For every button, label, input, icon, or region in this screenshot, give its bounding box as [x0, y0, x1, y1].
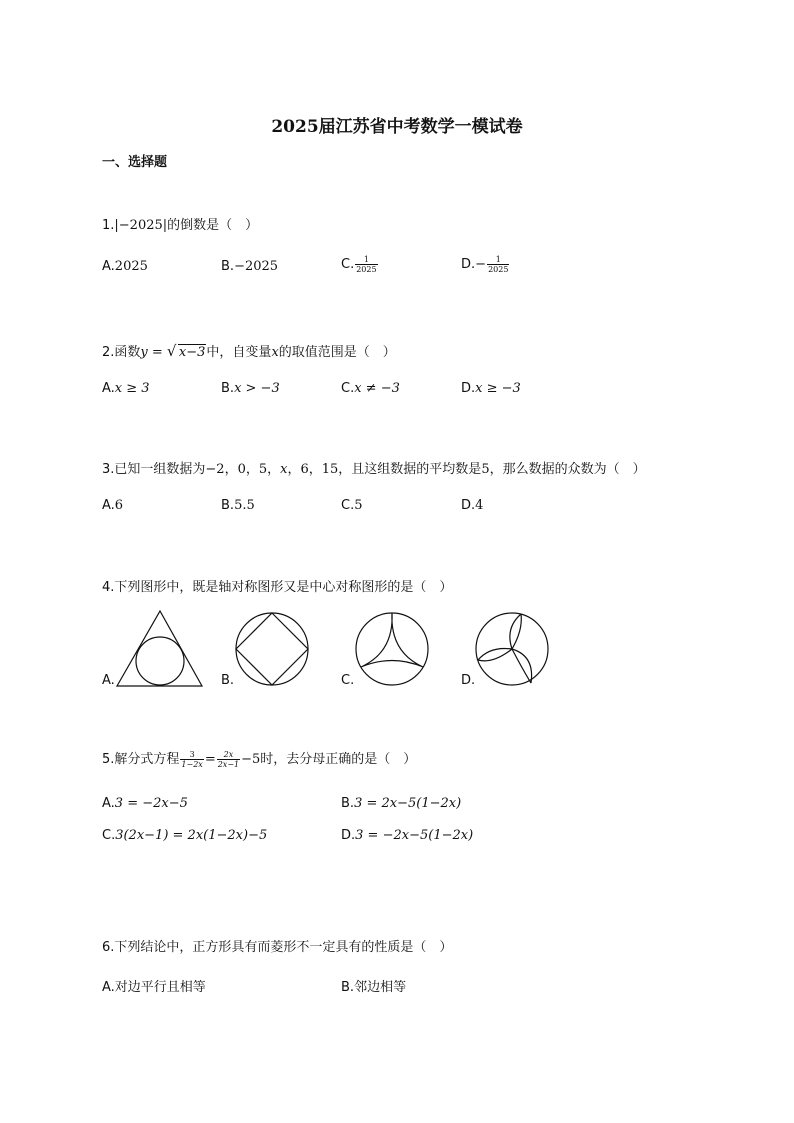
fraction: $\frac{3}{1-2x}$ — [181, 750, 203, 769]
option-letter: C. — [102, 828, 116, 843]
q1-option-c[interactable] — [341, 255, 379, 274]
q1-option-a[interactable] — [102, 259, 148, 274]
option-letter: C. — [341, 498, 355, 513]
q2-variable: x — [271, 345, 279, 360]
question-6-stem: 6.下列结论中，正方形具有而菱形不一定具有的性质是（ ） — [102, 940, 453, 955]
option-letter: B. — [221, 381, 235, 396]
q3-end: ，那么数据的众数为（ ） — [489, 462, 646, 477]
option-letter: D. — [461, 257, 476, 272]
question-3-stem — [102, 458, 646, 477]
option-value: 3 = −2x−5 — [114, 796, 188, 811]
q2-option-a[interactable] — [102, 381, 150, 396]
option-value: 6 — [114, 498, 124, 513]
question-5-stem — [102, 748, 416, 769]
option-letter: D. — [461, 498, 476, 513]
option-value: 3 = −2x−5(1−2x) — [355, 828, 474, 843]
question-4-stem: 4.下列图形中，既是轴对称图形又是中心对称图形的是（ ） — [102, 580, 453, 595]
option-letter: B. — [341, 980, 355, 995]
q5-prefix: 5.解分式方程 — [102, 752, 180, 767]
q3-x: x — [280, 462, 288, 477]
fraction: $\frac{1}{2025}$ — [488, 255, 509, 274]
q3-mean: 5 — [481, 462, 490, 477]
option-value: 3 = 2x−5(1−2x) — [354, 796, 462, 811]
option-value: 对边平行且相等 — [114, 980, 206, 995]
option-letter: D. — [461, 381, 476, 396]
q2-end: 的取值范围是（ ） — [278, 345, 396, 360]
option-value: 4 — [475, 498, 484, 513]
q2-prefix: 2.函数 — [102, 345, 141, 360]
q4-figure-c-reuleaux-arcs — [355, 612, 429, 686]
option-letter: A. — [102, 498, 115, 513]
q3-option-d[interactable] — [461, 498, 483, 513]
option-letter: A. — [102, 796, 115, 811]
option-letter: B. — [221, 498, 235, 513]
q2-mid: 中，自变量 — [206, 345, 272, 360]
q3-prefix: 3.已知一组数据为 — [102, 462, 206, 477]
q3-data: −2，0，5， — [205, 462, 281, 477]
option-value: 5 — [354, 498, 363, 513]
option-letter: C. — [341, 381, 355, 396]
q2-option-c[interactable] — [341, 381, 400, 396]
q3-mid: 且这组数据的平均数是 — [351, 462, 482, 477]
option-value: x ≥ 3 — [114, 381, 150, 396]
option-letter: B. — [221, 259, 235, 274]
option-letter: A. — [102, 381, 115, 396]
section-heading: 一、选择题 — [102, 155, 168, 170]
q1-option-d[interactable] — [461, 255, 510, 274]
option-value: x > −3 — [234, 381, 280, 396]
option-value: 5.5 — [234, 498, 255, 513]
q4-figure-b-circle-square — [235, 612, 309, 686]
q1-prefix: 1. — [102, 218, 115, 233]
option-letter: C. — [341, 257, 355, 272]
option-value: 3(2x−1) = 2x(1−2x)−5 — [115, 828, 268, 843]
q5-option-d[interactable] — [341, 828, 473, 843]
q4-figure-a-triangle-incircle — [116, 610, 204, 688]
fraction: $\frac{2x}{2x-1}$ — [217, 750, 240, 769]
q4-option-d-label[interactable]: D. — [461, 673, 476, 688]
option-letter: A. — [102, 980, 115, 995]
q1-suffix: 的倒数是（ ） — [167, 218, 259, 233]
option-value: −2025 — [234, 259, 279, 274]
equals-sign: = — [204, 752, 216, 767]
fraction: $\frac{1}{2025}$ — [356, 255, 377, 274]
q5-suffix: 时，去分母正确的是（ ） — [260, 752, 417, 767]
q3-option-a[interactable] — [102, 498, 123, 513]
q3-data2: ，6，15， — [287, 462, 352, 477]
q4-figure-d-three-petals — [475, 612, 549, 686]
page-title: 2025届江苏省中考数学一模试卷 — [271, 117, 523, 137]
option-letter: D. — [341, 828, 356, 843]
q5-option-c[interactable] — [102, 828, 267, 843]
q1-option-b[interactable] — [221, 259, 278, 274]
option-letter: B. — [341, 796, 355, 811]
minus-sign: − — [475, 257, 487, 272]
question-1-stem — [102, 214, 258, 233]
q6-option-a[interactable] — [102, 976, 206, 995]
q5-option-b[interactable] — [341, 796, 461, 811]
option-value: x ≠ −3 — [354, 381, 400, 396]
square-root: √ x−3 — [166, 342, 206, 360]
q5-option-a[interactable] — [102, 796, 188, 811]
question-2-stem — [102, 341, 396, 360]
q5-minus5: −5 — [241, 752, 261, 767]
option-value: 邻边相等 — [354, 980, 407, 995]
q2-option-b[interactable] — [221, 381, 280, 396]
q4-option-b-label[interactable]: B. — [221, 673, 235, 688]
q2-option-d[interactable] — [461, 381, 521, 396]
q3-option-c[interactable] — [341, 498, 363, 513]
q2-function: y = — [140, 345, 167, 360]
option-value: x ≥ −3 — [475, 381, 521, 396]
option-value: 2025 — [114, 259, 148, 274]
option-letter: A. — [102, 259, 115, 274]
q6-option-b[interactable] — [341, 976, 406, 995]
q4-option-a-label[interactable]: A. — [102, 673, 115, 688]
q3-option-b[interactable] — [221, 498, 255, 513]
q4-option-c-label[interactable]: C. — [341, 673, 355, 688]
q1-abs: |−2025| — [114, 218, 168, 233]
